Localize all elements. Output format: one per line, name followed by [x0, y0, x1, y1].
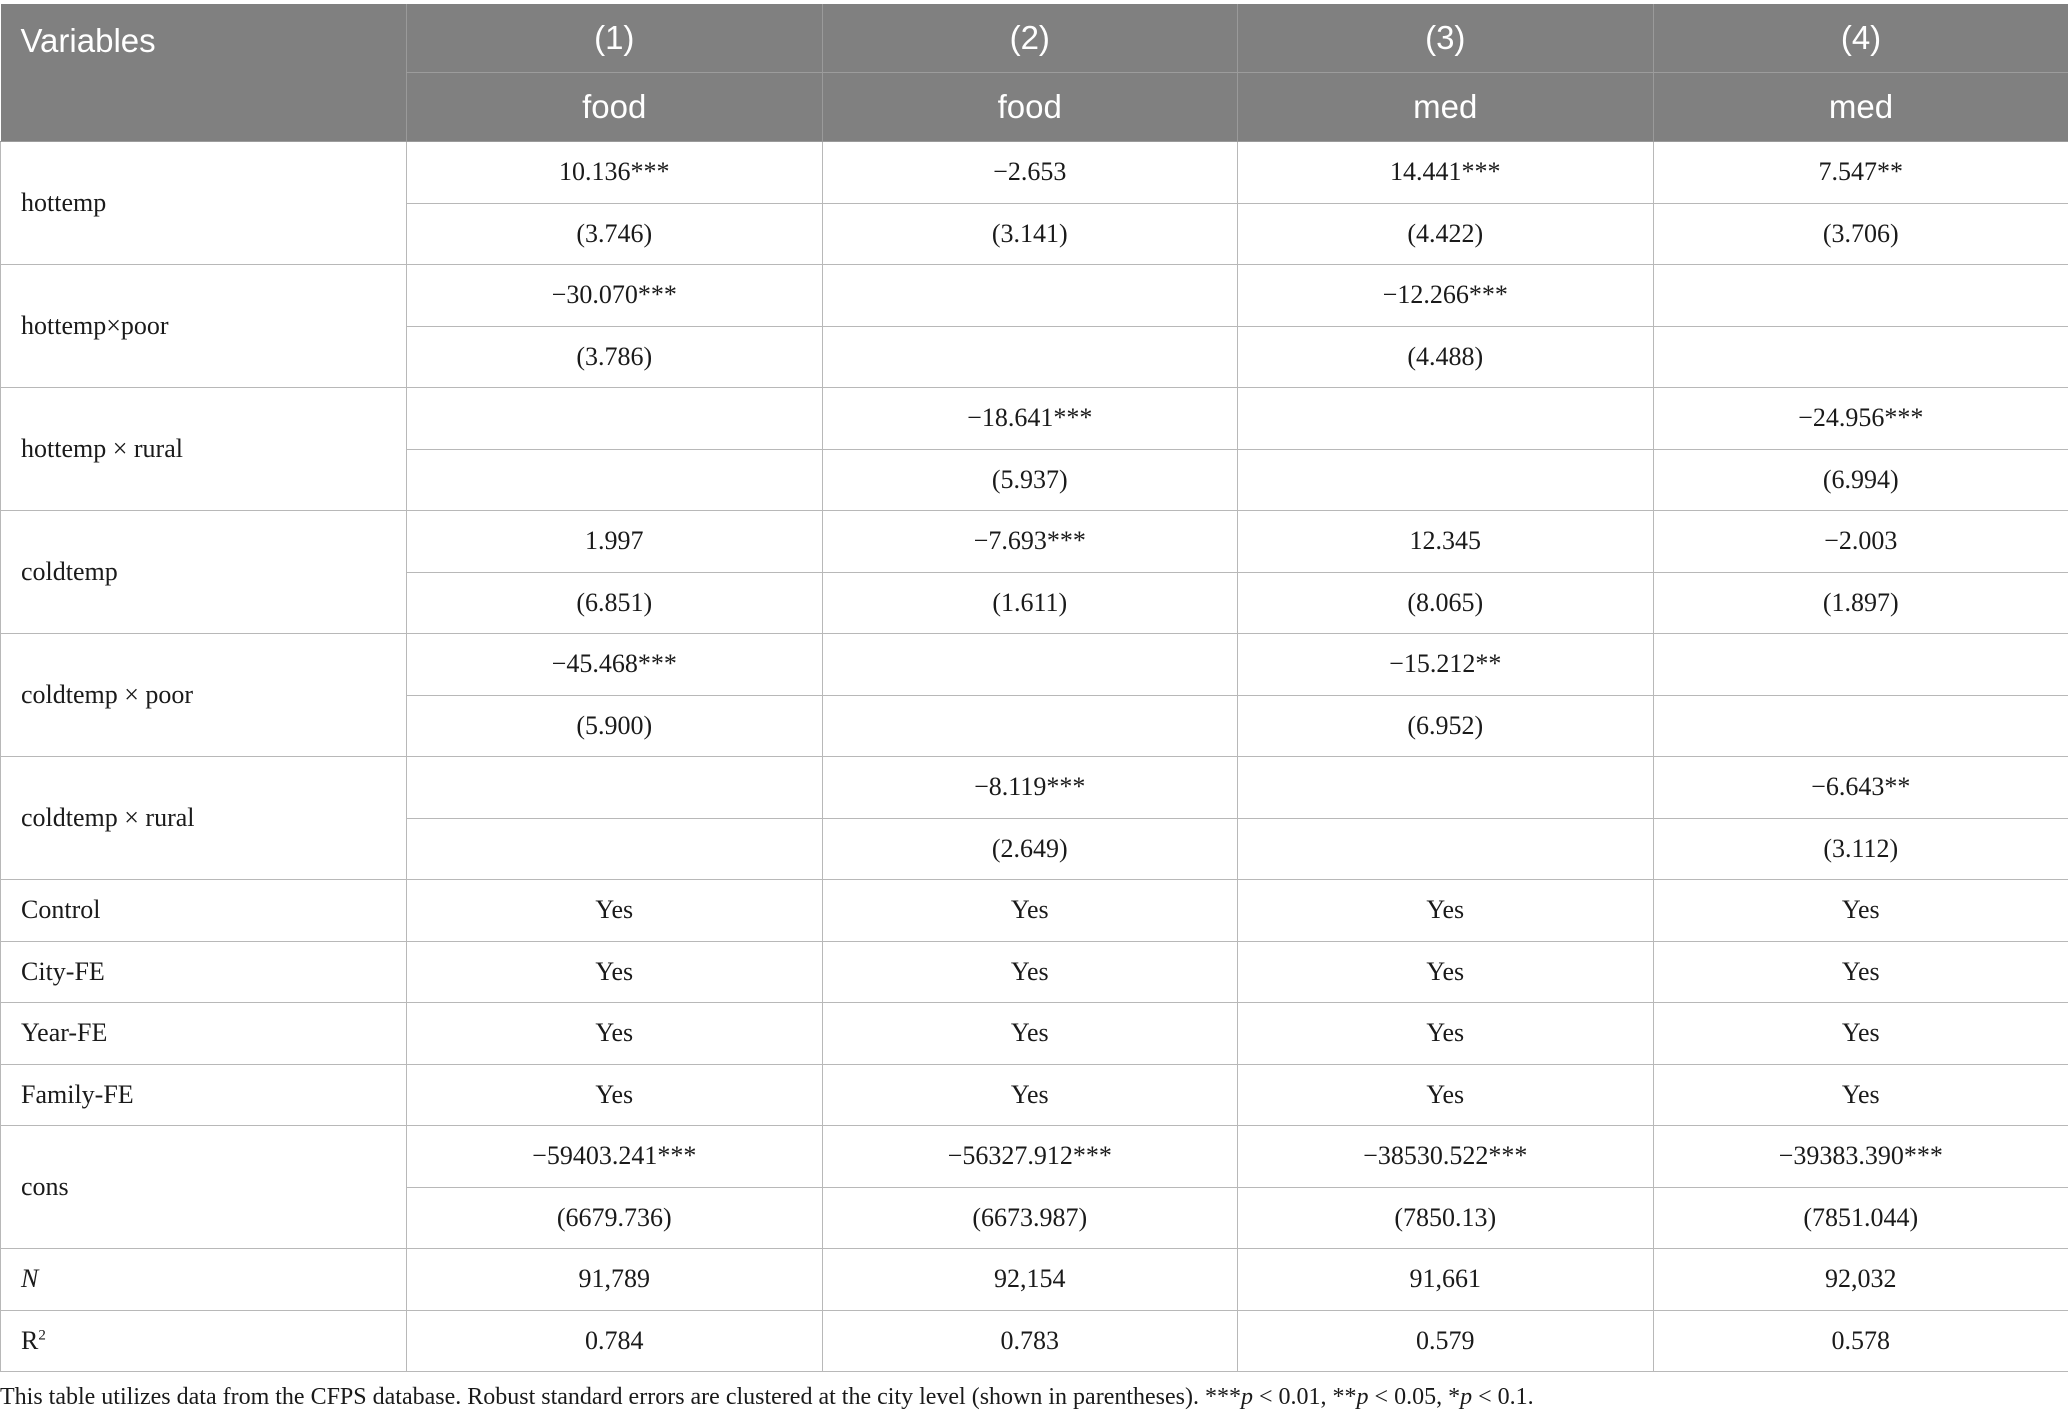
stat-cell: 0.784	[407, 1310, 823, 1372]
coef-cell: −6.643**	[1653, 757, 2068, 819]
row-label: hottemp	[1, 142, 407, 265]
row-label: coldtemp × rural	[1, 757, 407, 880]
table-row	[1, 634, 2068, 696]
se-cell: (6673.987)	[822, 1187, 1238, 1249]
footnote-p: p	[1460, 1384, 1473, 1410]
column-number-2: (2)	[822, 4, 1238, 73]
coef-cell: −39383.390***	[1653, 1126, 2068, 1188]
se-cell	[1653, 326, 2068, 388]
table-row	[1, 511, 2068, 573]
table-row	[1, 1003, 2068, 1065]
footnote-text: < 0.1.	[1472, 1384, 1534, 1410]
table-row	[1, 941, 2068, 1003]
r2-label: R	[21, 1325, 39, 1355]
coef-cell: −45.468***	[407, 634, 823, 696]
se-cell	[1238, 449, 1654, 511]
coef-cell	[1653, 265, 2068, 327]
se-cell: (1.897)	[1653, 572, 2068, 634]
table-footnote	[0, 1384, 2068, 1411]
fe-cell: Yes	[1238, 880, 1654, 942]
row-label: hottemp×poor	[1, 265, 407, 388]
table-body	[1, 142, 2068, 1372]
coef-cell	[1653, 634, 2068, 696]
se-cell: (7851.044)	[1653, 1187, 2068, 1249]
row-label: Family-FE	[1, 1064, 407, 1126]
fe-cell: Yes	[822, 1064, 1238, 1126]
se-cell: (6679.736)	[407, 1187, 823, 1249]
column-number-3: (3)	[1238, 4, 1654, 73]
table-row	[1, 1249, 2068, 1311]
column-number-1: (1)	[407, 4, 823, 73]
fe-cell: Yes	[407, 1003, 823, 1065]
column-dep-1: food	[407, 73, 823, 142]
fe-cell: Yes	[1238, 1064, 1654, 1126]
coef-cell: −12.266***	[1238, 265, 1654, 327]
footnote-text: < 0.05, *	[1368, 1384, 1461, 1410]
coef-cell: −59403.241***	[407, 1126, 823, 1188]
coef-cell: −7.693***	[822, 511, 1238, 573]
stat-cell: 91,661	[1238, 1249, 1654, 1311]
footnote-p: p	[1241, 1384, 1253, 1410]
table-row	[1, 757, 2068, 819]
se-cell: (5.937)	[822, 449, 1238, 511]
coef-cell: 1.997	[407, 511, 823, 573]
stat-cell: 92,154	[822, 1249, 1238, 1311]
coef-cell: −30.070***	[407, 265, 823, 327]
stat-cell: 0.783	[822, 1310, 1238, 1372]
se-cell: (3.786)	[407, 326, 823, 388]
se-cell	[822, 326, 1238, 388]
table-row	[1, 388, 2068, 450]
se-cell: (4.422)	[1238, 203, 1654, 265]
coef-cell	[822, 265, 1238, 327]
se-cell: (1.611)	[822, 572, 1238, 634]
row-label: N	[1, 1249, 407, 1311]
se-cell	[407, 449, 823, 511]
r2-superscript: 2	[38, 1327, 46, 1344]
stat-cell: 91,789	[407, 1249, 823, 1311]
table-row	[1, 265, 2068, 327]
table-row	[1, 1126, 2068, 1188]
fe-cell: Yes	[822, 1003, 1238, 1065]
table-row	[1, 142, 2068, 204]
column-dep-3: med	[1238, 73, 1654, 142]
se-cell: (3.706)	[1653, 203, 2068, 265]
variables-header: Variables	[1, 4, 407, 142]
coef-cell	[1238, 757, 1654, 819]
se-cell	[1653, 695, 2068, 757]
column-dep-2: food	[822, 73, 1238, 142]
regression-table	[0, 4, 2068, 1372]
stat-cell: 0.578	[1653, 1310, 2068, 1372]
row-label: coldtemp × poor	[1, 634, 407, 757]
fe-cell: Yes	[407, 880, 823, 942]
fe-cell: Yes	[822, 941, 1238, 1003]
coef-cell	[407, 757, 823, 819]
coef-cell: 14.441***	[1238, 142, 1654, 204]
coef-cell: −2.653	[822, 142, 1238, 204]
coef-cell: −56327.912***	[822, 1126, 1238, 1188]
row-label: Control	[1, 880, 407, 942]
se-cell	[1238, 818, 1654, 880]
column-number-4: (4)	[1653, 4, 2068, 73]
coef-cell	[822, 634, 1238, 696]
se-cell: (6.952)	[1238, 695, 1654, 757]
coef-cell: 12.345	[1238, 511, 1654, 573]
row-label: City-FE	[1, 941, 407, 1003]
se-cell: (3.141)	[822, 203, 1238, 265]
se-cell: (5.900)	[407, 695, 823, 757]
fe-cell: Yes	[1653, 1064, 2068, 1126]
stat-cell: 0.579	[1238, 1310, 1654, 1372]
se-cell: (2.649)	[822, 818, 1238, 880]
coef-cell: −2.003	[1653, 511, 2068, 573]
se-cell	[407, 818, 823, 880]
footnote-p: p	[1356, 1384, 1369, 1410]
coef-cell: −15.212**	[1238, 634, 1654, 696]
fe-cell: Yes	[1653, 941, 2068, 1003]
table-row	[1, 1310, 2068, 1372]
coef-cell: 10.136***	[407, 142, 823, 204]
se-cell: (6.994)	[1653, 449, 2068, 511]
fe-cell: Yes	[1238, 941, 1654, 1003]
table-row	[1, 880, 2068, 942]
fe-cell: Yes	[1653, 1003, 2068, 1065]
coef-cell: −8.119***	[822, 757, 1238, 819]
se-cell: (3.112)	[1653, 818, 2068, 880]
footnote-text: < 0.01, **	[1253, 1384, 1357, 1410]
table-row	[1, 1064, 2068, 1126]
row-label: hottemp × rural	[1, 388, 407, 511]
se-cell	[822, 695, 1238, 757]
footnote-text: This table utilizes data from the CFPS database. Robust standard errors are clustered at the city level (shown in parentheses). ***	[0, 1384, 1241, 1410]
row-label	[1, 1310, 407, 1372]
row-label: coldtemp	[1, 511, 407, 634]
se-cell: (7850.13)	[1238, 1187, 1654, 1249]
row-label: cons	[1, 1126, 407, 1249]
table-header	[1, 4, 2068, 142]
stat-cell: 92,032	[1653, 1249, 2068, 1311]
se-cell: (8.065)	[1238, 572, 1654, 634]
coef-cell: 7.547**	[1653, 142, 2068, 204]
fe-cell: Yes	[1653, 880, 2068, 942]
fe-cell: Yes	[822, 880, 1238, 942]
coef-cell: −24.956***	[1653, 388, 2068, 450]
se-cell: (4.488)	[1238, 326, 1654, 388]
fe-cell: Yes	[407, 941, 823, 1003]
fe-cell: Yes	[407, 1064, 823, 1126]
coef-cell: −18.641***	[822, 388, 1238, 450]
coef-cell	[407, 388, 823, 450]
coef-cell: −38530.522***	[1238, 1126, 1654, 1188]
row-label: Year-FE	[1, 1003, 407, 1065]
column-dep-4: med	[1653, 73, 2068, 142]
se-cell: (6.851)	[407, 572, 823, 634]
fe-cell: Yes	[1238, 1003, 1654, 1065]
se-cell: (3.746)	[407, 203, 823, 265]
coef-cell	[1238, 388, 1654, 450]
